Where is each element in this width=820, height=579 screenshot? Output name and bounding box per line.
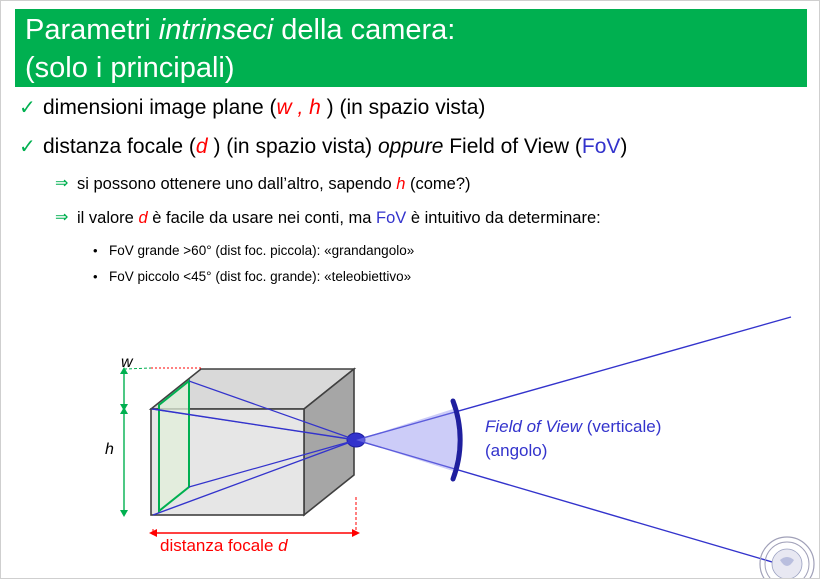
double-arrow-icon: ⇒ [55, 175, 69, 192]
bullet-mid: ) (in spazio vista) [207, 135, 378, 158]
bullet-pre: distanza focale ( [43, 135, 196, 158]
dimension-arrowhead-h-top [120, 407, 128, 414]
fov-caption-plain: (verticale) [582, 417, 662, 436]
page-title-line-1 [15, 9, 807, 49]
fov-caption-emphasis: Field of View [485, 417, 583, 436]
subbullet-post: è intuitivo da determinare: [406, 209, 601, 227]
bullet-emphasis-d: d [195, 135, 208, 158]
bullet-item-focal-length [19, 134, 627, 160]
university-seal-watermark [747, 522, 820, 579]
subsubbullet-item-telephoto [93, 267, 411, 286]
title-banner [15, 9, 807, 87]
subbullet-item-derive [55, 173, 471, 195]
subbullet-text-derive [77, 173, 471, 195]
subbullet-emphasis-h: h [396, 175, 406, 193]
subbullet-mid: è facile da usare nei conti, ma [147, 209, 377, 227]
focal-length-caption [160, 536, 288, 556]
seal-svg [747, 522, 820, 579]
subbullet-accent-fov: FoV [376, 209, 407, 227]
bullet-emphasis-oppure: oppure [378, 135, 444, 158]
label-w: w [121, 354, 133, 371]
title-pre: Parametri [25, 14, 159, 46]
subsubbullet-text-telephoto: FoV piccolo <45° (dist foc. grande): «teleobiettivo» [109, 269, 412, 284]
diagram-svg [1, 297, 820, 579]
page-title-line-2: (solo i principali) [25, 52, 235, 84]
camera-frustum-diagram [1, 297, 820, 579]
subbullet-post: (come?) [405, 175, 471, 193]
bullet-tail: ) [620, 135, 628, 158]
focal-caption-pre: distanza focale [160, 536, 279, 555]
dot-icon: • [93, 243, 98, 258]
bullet-post: Field of View ( [443, 135, 582, 158]
dimension-arrowhead-h-bottom [120, 510, 128, 517]
bullet-item-dimensions [19, 95, 485, 121]
subbullet-pre: si possono ottenere uno dall’altro, sapendo [77, 175, 397, 193]
bullet-emphasis-wh: w , h [276, 96, 321, 119]
bullet-pre: dimensioni image plane ( [43, 96, 277, 119]
fov-caption-line2: (angolo) [485, 441, 548, 460]
check-icon: ✓ [19, 136, 36, 158]
focal-arrowhead-right [352, 529, 360, 537]
label-h: h [105, 441, 114, 458]
check-icon: ✓ [19, 97, 36, 119]
title-post: della camera: [273, 14, 456, 46]
subbullet-pre: il valore [77, 209, 139, 227]
subbullet-emphasis-d: d [138, 209, 148, 227]
bullet-text-dimensions [43, 95, 485, 121]
subbullet-item-intuitive [55, 207, 601, 229]
dot-icon: • [93, 269, 98, 284]
focal-caption-emphasis: d [278, 536, 288, 555]
double-arrow-icon: ⇒ [55, 209, 69, 226]
title-emphasis: intrinseci [158, 14, 274, 46]
image-plane [159, 381, 189, 511]
bullet-accent-fov: FoV [581, 135, 621, 158]
bullet-post: ) (in spazio vista) [320, 96, 486, 119]
subsubbullet-item-wide-angle [93, 241, 414, 260]
fov-caption [485, 415, 661, 463]
subsubbullet-text-wide-angle: FoV grande >60° (dist foc. piccola): «grandangolo» [109, 243, 415, 258]
bullet-text-focal-length [43, 134, 627, 160]
fov-wedge [356, 409, 458, 471]
subbullet-text-intuitive [77, 207, 601, 229]
